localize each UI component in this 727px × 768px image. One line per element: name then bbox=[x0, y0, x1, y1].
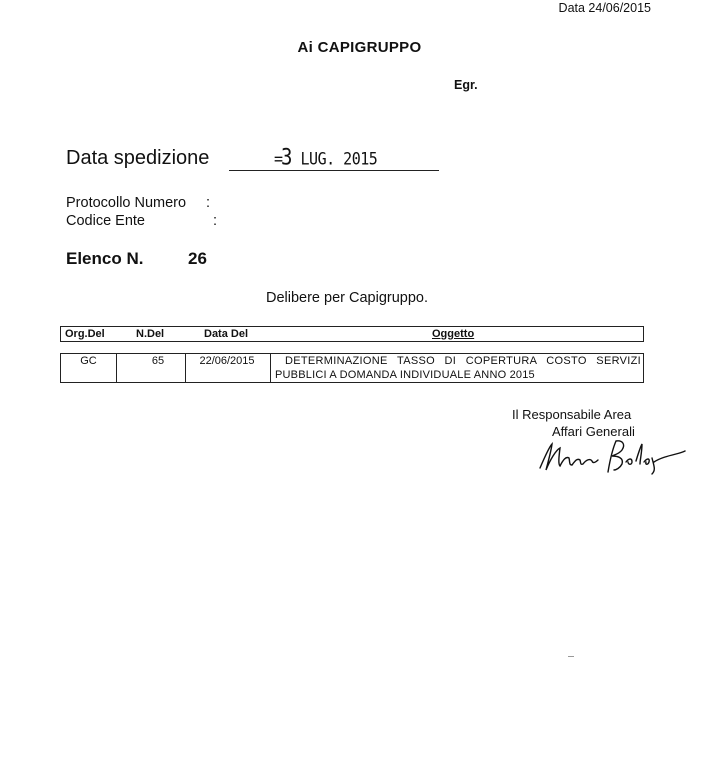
entity-code-colon: : bbox=[213, 213, 218, 229]
signer-title-line1: Il Responsabile Area bbox=[512, 407, 632, 422]
table-caption: Delibere per Capigruppo. bbox=[266, 290, 429, 306]
header-oggetto: Oggetto bbox=[432, 328, 475, 340]
cell-n-del: 65 bbox=[151, 355, 165, 367]
list-number-label: Elenco N. bbox=[66, 249, 144, 268]
recipient-salutation: Egr. bbox=[454, 78, 478, 92]
table-row bbox=[60, 353, 644, 383]
cell-org-del: GC bbox=[80, 355, 97, 367]
column-divider bbox=[270, 354, 271, 382]
column-divider bbox=[116, 354, 117, 382]
protocol-number-colon: : bbox=[206, 195, 211, 211]
header-n-del: N.Del bbox=[136, 328, 165, 340]
document-title bbox=[0, 39, 727, 56]
handwritten-signature-icon bbox=[536, 436, 686, 476]
stamp-month-year: LUG. 2015 bbox=[300, 148, 378, 170]
signer-title-line2: Affari Generali bbox=[552, 424, 635, 439]
document-title-text: Ai CAPIGRUPPO bbox=[297, 39, 422, 56]
document-date: Data 24/06/2015 bbox=[558, 1, 651, 15]
scan-artifact-divider bbox=[568, 656, 574, 657]
header-org-del: Org.Del bbox=[65, 328, 105, 340]
cell-data-del: 22/06/2015 bbox=[199, 355, 255, 367]
list-number-value: 26 bbox=[188, 249, 207, 268]
shipping-date-stamp: =3 LUG. 2015 bbox=[274, 145, 378, 171]
shipping-date-label: Data spedizione bbox=[66, 147, 210, 169]
cell-oggetto-line2: PUBBLICI A DOMANDA INDIVIDUALE ANNO 2015 bbox=[275, 369, 535, 381]
header-data-del: Data Del bbox=[204, 328, 249, 340]
protocol-number-label: Protocollo Numero bbox=[66, 195, 187, 211]
table-header bbox=[60, 326, 644, 342]
entity-code-label: Codice Ente bbox=[66, 213, 145, 229]
cell-oggetto-line1: DETERMINAZIONE TASSO DI COPERTURA COSTO SERVIZI bbox=[285, 355, 641, 367]
stamp-day: 3 bbox=[281, 145, 292, 171]
